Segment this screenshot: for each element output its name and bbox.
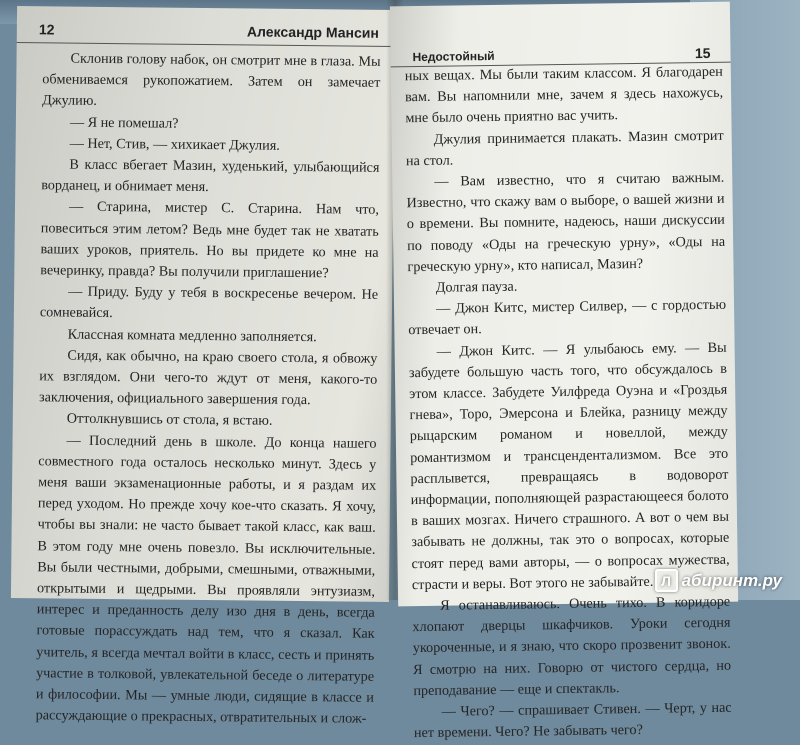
paragraph: Я останавливаюсь. Очень тихо. В коридоре хлопают дверцы шкафчиков. Уроки сегодня укороченные, и я знаю, что скоро прозвенит звонок. Я смотрю на них. Говорю от чистого сердца, но преподавание — еще и спектакль.	[412, 593, 732, 700]
paragraph: — Приду. Буду у тебя в воскресенье вечером. Не сомневайся.	[39, 283, 379, 322]
left-page	[11, 6, 395, 728]
right-running-head: Недостойный	[412, 48, 495, 65]
paragraph: — Джон Китс. — Я улыбаюсь ему. — Вы забудете большую часть того, что обсуждалось в этом классе. Забудете Уилфреда Оуэна и «Гроздья гнева», Торо, Эмерсона и Блейка, разницу между рыцарским романом и новеллой, между романтизмом и трансцендентализмом. Все это расплывется, превращаясь в водоворот информации, пополняющей разрастающееся болото в ваших мозгах. Ничего страшного. А вот о чем вы забывать не должны, так это о вопросах, которые стоят перед вами авторы, — о вопросах мужества, страсти и веры. Вот этого не забывайте.	[408, 339, 730, 594]
paragraph: Сидя, как обычно, на краю своего стола, я обвожу их взглядом. Они чего-то ждут от меня, какого-то заключения, официального завершения года.	[38, 347, 378, 409]
right-page-text	[405, 62, 732, 745]
paragraph: — Чего? — спрашивает Стивен. — Черт, у нас нет времени. Чего? Не забывать чего?	[413, 699, 732, 742]
labirint-watermark	[655, 569, 782, 592]
watermark-text: абиринт.ру	[681, 570, 782, 590]
paragraph: — Я не помешал?	[69, 114, 179, 132]
paragraph: — Джон Китс, мистер Силвер, — с гордостью отвечает он.	[408, 296, 727, 339]
paragraph: — Последний день в школе. До конца нашего совместного года осталось несколько минут. Здесь у меня ваши экзаменационные работы, и я раздам их перед уходом. Но прежде хочу кое-что сказать. Я хочу, чтобы вы знали: не часто бывает такой класс, как ваш. В этом году мне очень повезло. Вы исключительные. Вы были честными, добрыми, смешными, отважными, открытыми и щедрыми. Вы проявляли энтузиазм, интерес и преданность делу изо дня в день, всегда готовые порассуждать над тем, что я сказал. Как учитель, я всегда мечтал войти в класс, сесть и принять участие в толковой, увлекательной беседе о литературе и философии. Мы — умные люди, сидящие в классе и рассуждающие о прекрасных, отвратительных и слож-	[35, 432, 377, 728]
paragraph: Джулия принимается плакать. Мазин смотрит на стол.	[405, 127, 724, 170]
left-page-number: 12	[38, 21, 55, 38]
left-page-header	[17, 20, 395, 47]
paragraph: В класс вбегает Мазин, худенький, улыбающийся ворданец, и обнимает меня.	[41, 156, 380, 196]
paragraph: Классная комната медленно заполняется.	[67, 326, 317, 345]
paragraph: — Нет, Стив, — хихикает Джулия.	[69, 135, 280, 154]
labirint-logo-icon: Л	[655, 569, 678, 592]
right-page	[390, 2, 738, 742]
paragraph: — Старина, мистер С. Старина. Нам что, повеситься этим летом? Ведь мне будет так не хватать ваших уроков, приятель. Но вы придете ко мне на вечеринку, правда? Вы получили приглашение?	[40, 199, 380, 282]
left-running-head: Александр Мансин	[246, 23, 379, 41]
left-page-text	[36, 48, 381, 730]
paragraph: — Вам известно, что я считаю важным. Известно, что скажу вам о выборе, о вашей жизни и о времени. Вы помните, надеюсь, наши дискуссии по поводу «Оды на греческую урну», «Оды на греческую урну», кто написал, Мазин?	[406, 169, 726, 276]
right-page-number: 15	[694, 44, 711, 62]
paragraph: Оттолкнувшись от стола, я встаю.	[66, 411, 273, 430]
paragraph: ных вещах. Мы были таким классом. Я благодарен вам. Вы напомнили мне, зачем я здесь нахожусь, мне было очень приятно вас учить.	[404, 63, 724, 127]
paragraph: Склонив голову набок, он смотрит мне в глаза. Мы обмениваемся рукопожатием. Затем он замечает Джулию.	[42, 50, 381, 110]
paragraph: Долгая пауза.	[435, 278, 518, 296]
